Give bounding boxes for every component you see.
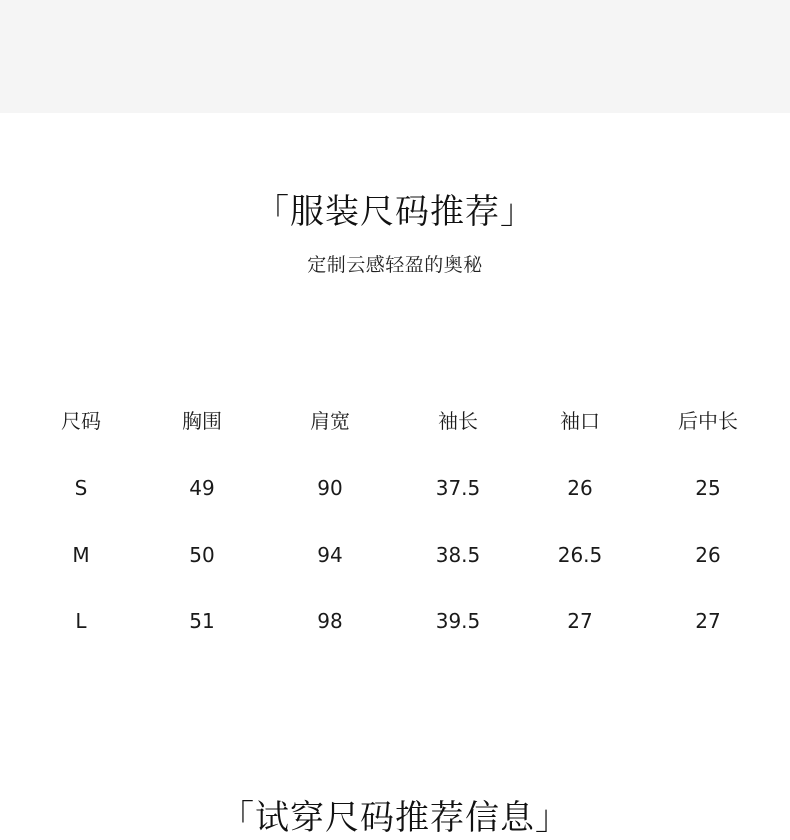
table-cell: 90 (317, 476, 343, 500)
table-cell: L (75, 609, 87, 633)
table-cell: 50 (189, 543, 215, 567)
table-cell: 51 (189, 609, 215, 633)
table-cell: 26 (567, 476, 593, 500)
table-cell: S (74, 476, 88, 500)
table-cell: 25 (695, 476, 721, 500)
header-size: 尺码 (61, 409, 101, 433)
header-back-length: 后中长 (678, 409, 738, 433)
table-cell: 27 (695, 609, 721, 633)
table-cell: 98 (317, 609, 343, 633)
table-cell: 39.5 (435, 609, 481, 633)
next-section-title: 「试穿尺码推荐信息」 (220, 798, 570, 838)
section-subtitle: 定制云感轻盈的奥秘 (307, 254, 483, 276)
header-sleeve-length: 袖长 (438, 409, 478, 433)
header-cuff: 袖口 (560, 409, 600, 433)
table-cell: 38.5 (435, 543, 481, 567)
table-cell: 94 (317, 543, 343, 567)
table-cell: 26.5 (557, 543, 603, 567)
header-shoulder: 肩宽 (310, 409, 350, 433)
table-cell: M (72, 543, 90, 567)
table-cell: 37.5 (435, 476, 481, 500)
table-cell: 49 (189, 476, 215, 500)
table-cell: 26 (695, 543, 721, 567)
table-cell: 27 (567, 609, 593, 633)
section-title: 「服装尺码推荐」 (255, 192, 535, 232)
header-chest: 胸围 (182, 409, 222, 433)
